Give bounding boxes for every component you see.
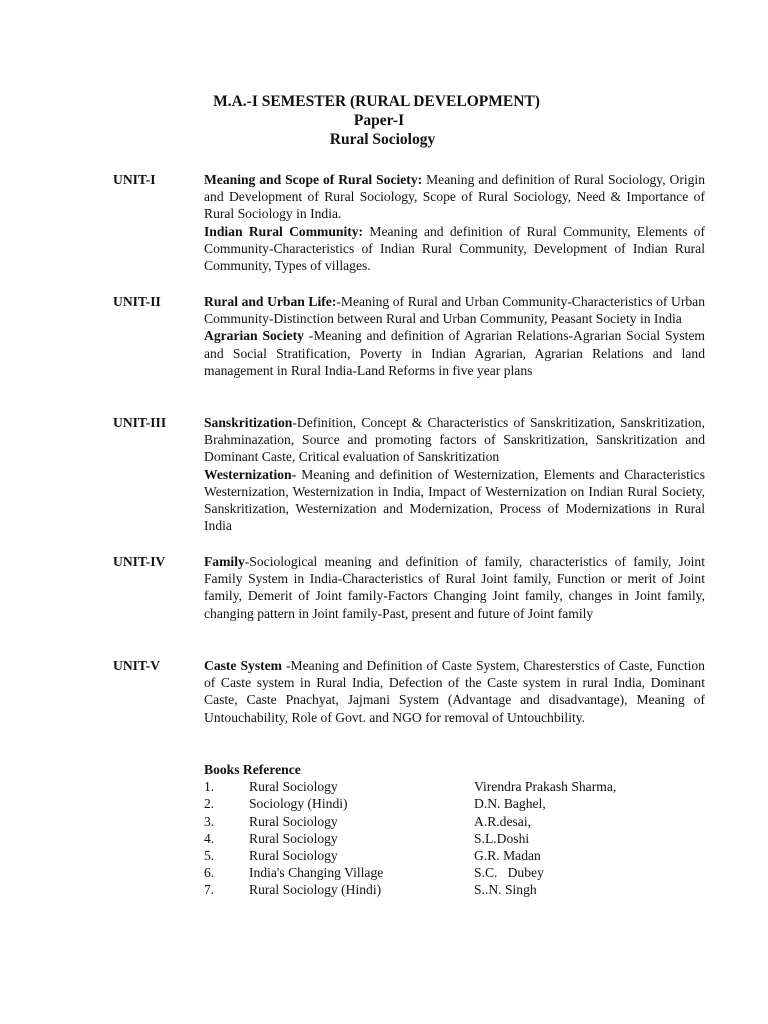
book-author: G.R. Madan xyxy=(474,847,541,863)
book-item xyxy=(204,881,704,898)
unit-paragraph xyxy=(204,466,705,535)
book-author: S.L.Doshi xyxy=(474,830,530,846)
book-number: 1. xyxy=(204,779,215,795)
book-item xyxy=(204,778,704,795)
book-author: Virendra Prakash Sharma, xyxy=(474,779,617,795)
book-item xyxy=(204,795,704,812)
book-item xyxy=(204,830,704,847)
unit-paragraph xyxy=(204,553,705,622)
book-number: 4. xyxy=(204,830,215,846)
book-item xyxy=(204,847,704,864)
topic-text: -Meaning and definition of Agrarian Relations-Agrarian Social System and Social Stratification, Poverty in Indian Agrarian, Agrarian Relations and land management in Rural India-Land Reforms in five year plans xyxy=(204,328,705,378)
semester-title: M.A.-I SEMESTER (RURAL DEVELOPMENT) xyxy=(213,93,540,110)
topic-text: -Meaning and Definition of Caste System, Charesterstics of Caste, Function of Caste system in Rural India, Defection of the Caste system in rural India, Dominant Caste, Caste Pnachyat, Jajmani System (Advantage and disadvantage), Meaning of Untouchability, Role of Govt. and NGO for removal of Untouchbility. xyxy=(204,658,705,725)
topic-text: Meaning and definition of Rural Community, Elements of Community-Characteristics of Indian Rural Community, Development of Indian Rural Community, Types of villages. xyxy=(204,223,705,274)
book-author: S..N. Singh xyxy=(474,882,537,898)
book-title: India's Changing Village xyxy=(249,865,384,881)
book-author: D.N. Baghel, xyxy=(474,796,546,812)
unit-label: UNIT-V xyxy=(113,658,161,673)
topic-heading: Meaning and Scope of Rural Society: xyxy=(204,172,423,187)
document-header xyxy=(0,92,768,149)
book-author: A.R.desai, xyxy=(474,813,532,829)
book-item xyxy=(204,864,704,881)
book-number: 7. xyxy=(204,882,215,898)
unit-content xyxy=(204,553,705,622)
topic-heading: Rural and Urban Life: xyxy=(204,294,337,309)
book-title: Sociology (Hindi) xyxy=(249,796,348,812)
topic-text: Meaning and definition of Westernization, Elements and Characteristics Westernization, Westernization in India, Impact of Westernization on Indian Rural Society, Sanskritization, Westernization and Modernization, Process of Modernizations in Rural India xyxy=(204,466,705,534)
book-title: Rural Sociology xyxy=(249,813,338,829)
book-number: 6. xyxy=(204,865,215,881)
topic-text: Meaning and definition of Rural Sociology, Origin and Development of Rural Sociology, Scope of Rural Sociology, Need & Importance of Rural Sociology in India. xyxy=(204,172,706,222)
unit-content xyxy=(204,657,705,726)
unit-paragraph xyxy=(204,414,705,466)
topic-heading: Caste System xyxy=(204,658,283,673)
unit-content xyxy=(204,414,705,534)
book-title: Rural Sociology xyxy=(249,830,338,846)
paper-title: Paper-I xyxy=(353,112,405,129)
topic-heading: Family xyxy=(204,554,245,569)
topic-heading: Westernization- xyxy=(204,466,297,482)
books-reference-title: Books Reference xyxy=(204,762,301,777)
topic-heading: Agrarian Society xyxy=(204,328,304,344)
topic-text: -Meaning of Rural and Urban Community-Characteristics of Urban Community-Distinction between Rural and Urban Community, Peasant Society in India xyxy=(204,294,706,327)
unit-label: UNIT-II xyxy=(113,294,161,309)
book-title: Rural Sociology xyxy=(249,779,338,795)
topic-text: -Sociological meaning and definition of family, characteristics of family, Joint Family System in India-Characteristics of Rural Joint family, Function or merit of Joint family, Demerit of Joint family-Factors Changing Joint family, changes in Joint family, changing pattern in Joint family-Past, present and future of Joint family xyxy=(204,554,705,621)
unit-paragraph xyxy=(204,657,705,726)
book-title: Rural Sociology (Hindi) xyxy=(249,882,382,898)
unit-paragraph xyxy=(204,293,705,327)
unit-paragraph xyxy=(204,171,705,223)
unit-content xyxy=(204,293,705,379)
unit-label: UNIT-III xyxy=(113,415,167,430)
topic-heading: Sanskritization xyxy=(204,415,293,430)
books-reference xyxy=(204,761,704,899)
unit-paragraph xyxy=(204,327,705,379)
topic-text: -Definition, Concept & Characteristics of Sanskritization, Sanskritization, Brahminazation, Source and promoting factors of Sanskritization, Sanskritization and Dominant Caste, Critical evaluation of Sanskritization xyxy=(204,415,705,465)
book-author: S.C. Dubey xyxy=(474,865,544,881)
book-number: 5. xyxy=(204,847,215,863)
subject-title: Rural Sociology xyxy=(329,131,436,148)
book-item xyxy=(204,813,704,830)
book-number: 3. xyxy=(204,813,215,829)
unit-label: UNIT-IV xyxy=(113,554,166,569)
book-title: Rural Sociology xyxy=(249,847,338,863)
unit-content xyxy=(204,171,705,274)
book-number: 2. xyxy=(204,796,215,812)
topic-heading: Indian Rural Community: xyxy=(204,223,364,239)
unit-label: UNIT-I xyxy=(113,172,156,187)
unit-paragraph xyxy=(204,223,705,275)
